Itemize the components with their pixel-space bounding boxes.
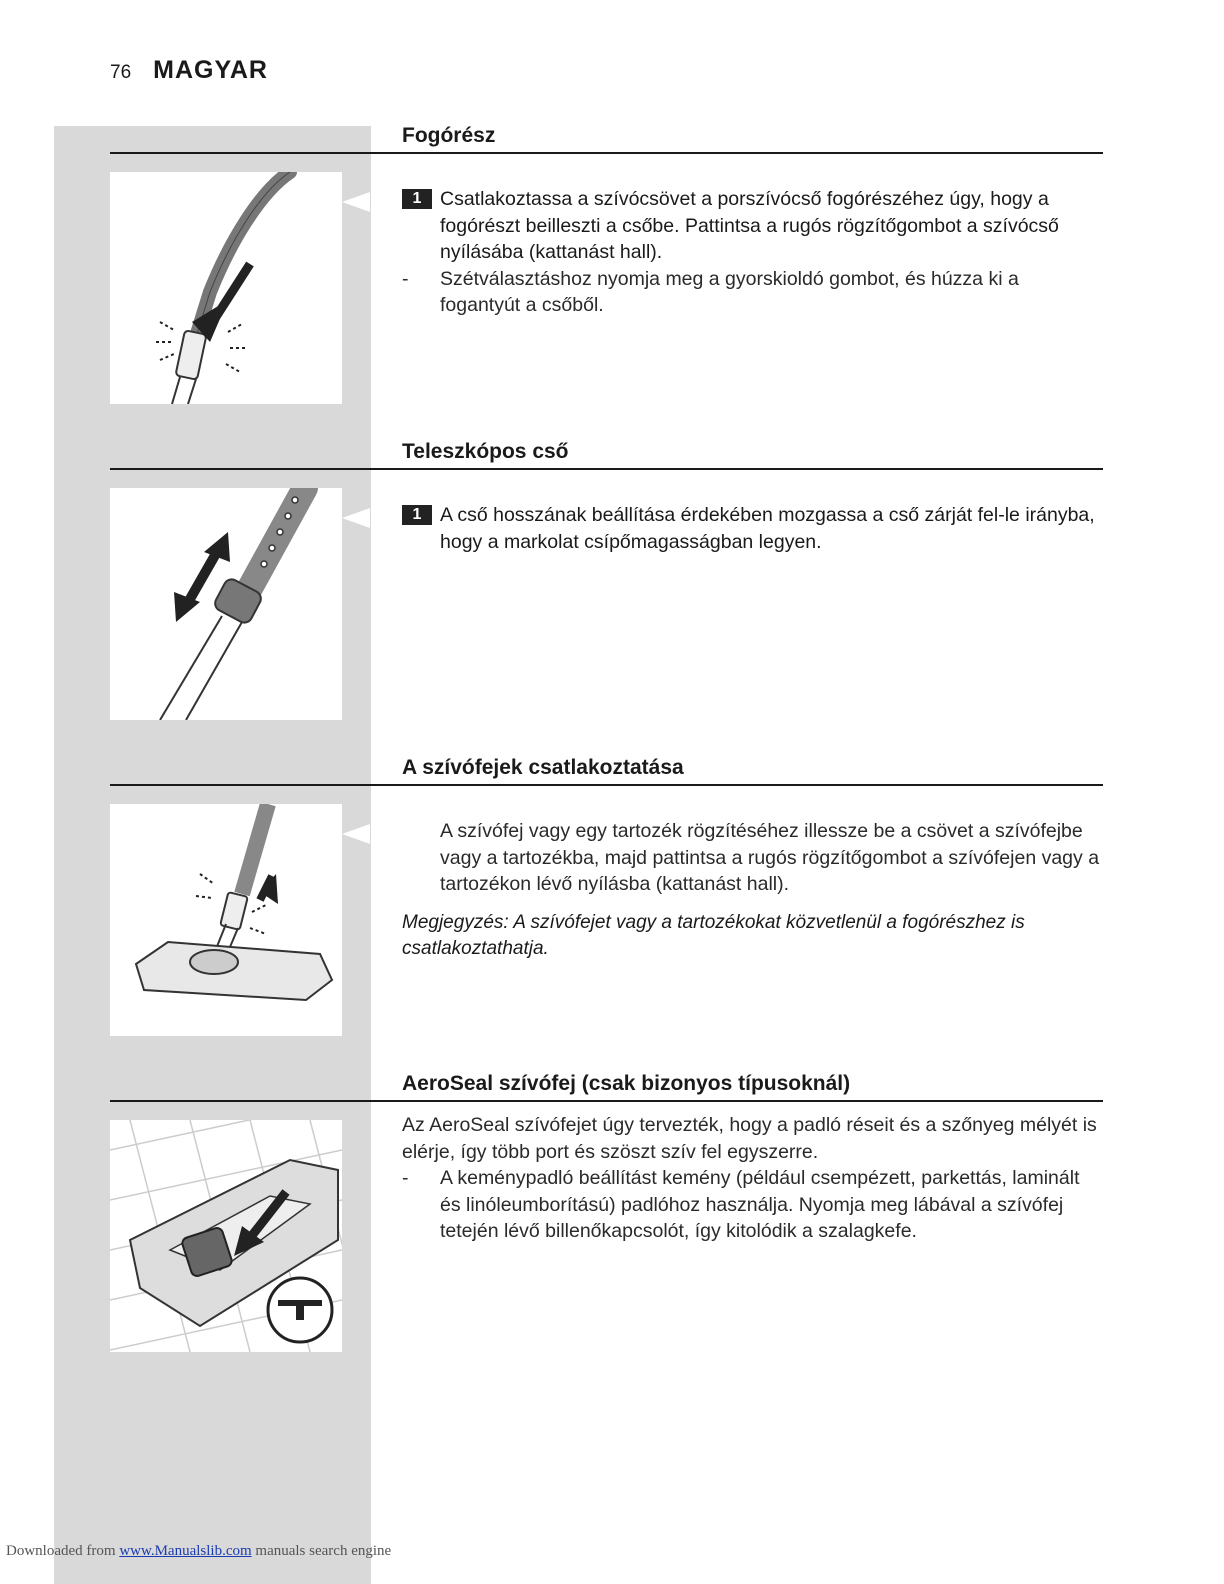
page-number: 76 <box>110 62 132 83</box>
manualslib-link[interactable]: www.Manualslib.com <box>119 1543 252 1559</box>
section-title: AeroSeal szívófej (csak bizonyos típusoknál) <box>402 1072 851 1095</box>
footer-prefix: Downloaded from <box>6 1543 116 1559</box>
bullet-item <box>402 1165 1102 1245</box>
step-number-badge: 1 <box>402 189 432 209</box>
aeroseal-nozzle-illustration <box>110 1120 342 1352</box>
step-text: A cső hosszának beállítása érdekében mozgassa a cső zárját fel-le irányba, hogy a markolat csípőmagasságban legyen. <box>440 504 1095 553</box>
bullet-item <box>402 266 1102 319</box>
bullet-text: A keménypadló beállítást kemény (például csempézett, parkettás, laminált és linóleumborítású) padlóhoz használja. Nyomja meg lábával a szívófej tetején lévő billenőkapcsolót, így kitolódik a szalagkefe. <box>440 1167 1080 1242</box>
note-text: Megjegyzés: A szívófejet vagy a tartozékokat közvetlenül a fogórészhez is csatlakoztathatja. <box>402 911 1025 959</box>
section-content <box>402 818 1102 963</box>
step-item <box>402 186 1102 266</box>
language-heading: MAGYAR <box>153 56 268 84</box>
section-divider <box>110 1100 1103 1102</box>
step-number-badge: 1 <box>402 505 432 525</box>
bullet-dash: - <box>402 267 409 290</box>
body-text: A szívófej vagy egy tartozék rögzítéséhez illessze be a csövet a szívófejbe vagy a tartozékba, majd pattintsa a rugós rögzítőgombot a szívófejen vagy a tartozékon lévő nyílásba (kattanást hall). <box>440 820 1100 895</box>
illustration-pointer <box>342 824 370 844</box>
telescopic-tube-illustration <box>110 488 342 720</box>
section-divider <box>110 784 1103 786</box>
body-text: Az AeroSeal szívófejet úgy tervezték, hogy a padló réseit és a szőnyeg mélyét is elérje, így több port és szöszt szív fel egyszerre. <box>402 1114 1097 1163</box>
nozzle-connect-illustration <box>110 804 342 1036</box>
section-content <box>402 186 1102 319</box>
section-content <box>402 502 1102 555</box>
step-text: Csatlakoztassa a szívócsövet a porszívócső fogórészéhez úgy, hogy a fogórészt beilleszti a csőbe. Pattintsa a rugós rögzítőgombot a szívócső nyílásába (kattanást hall). <box>440 188 1059 263</box>
bullet-dash: - <box>402 1167 409 1189</box>
section-title: A szívófejek csatlakoztatása <box>402 756 684 779</box>
illustration-pointer <box>342 192 370 212</box>
section-divider <box>110 152 1103 154</box>
footer-suffix: manuals search engine <box>255 1543 392 1559</box>
step-item <box>402 502 1102 555</box>
download-footer <box>6 1543 391 1560</box>
illustration-pointer <box>342 508 370 528</box>
section-divider <box>110 468 1103 470</box>
page-header <box>110 56 268 85</box>
hose-handle-connect-illustration <box>110 172 342 404</box>
section-title: Teleszkópos cső <box>402 440 569 463</box>
section-title: Fogórész <box>402 124 496 147</box>
bullet-text: Szétválasztáshoz nyomja meg a gyorskioldó gombot, és húzza ki a fogantyút a csőből. <box>440 267 1019 316</box>
section-content <box>402 1112 1102 1245</box>
